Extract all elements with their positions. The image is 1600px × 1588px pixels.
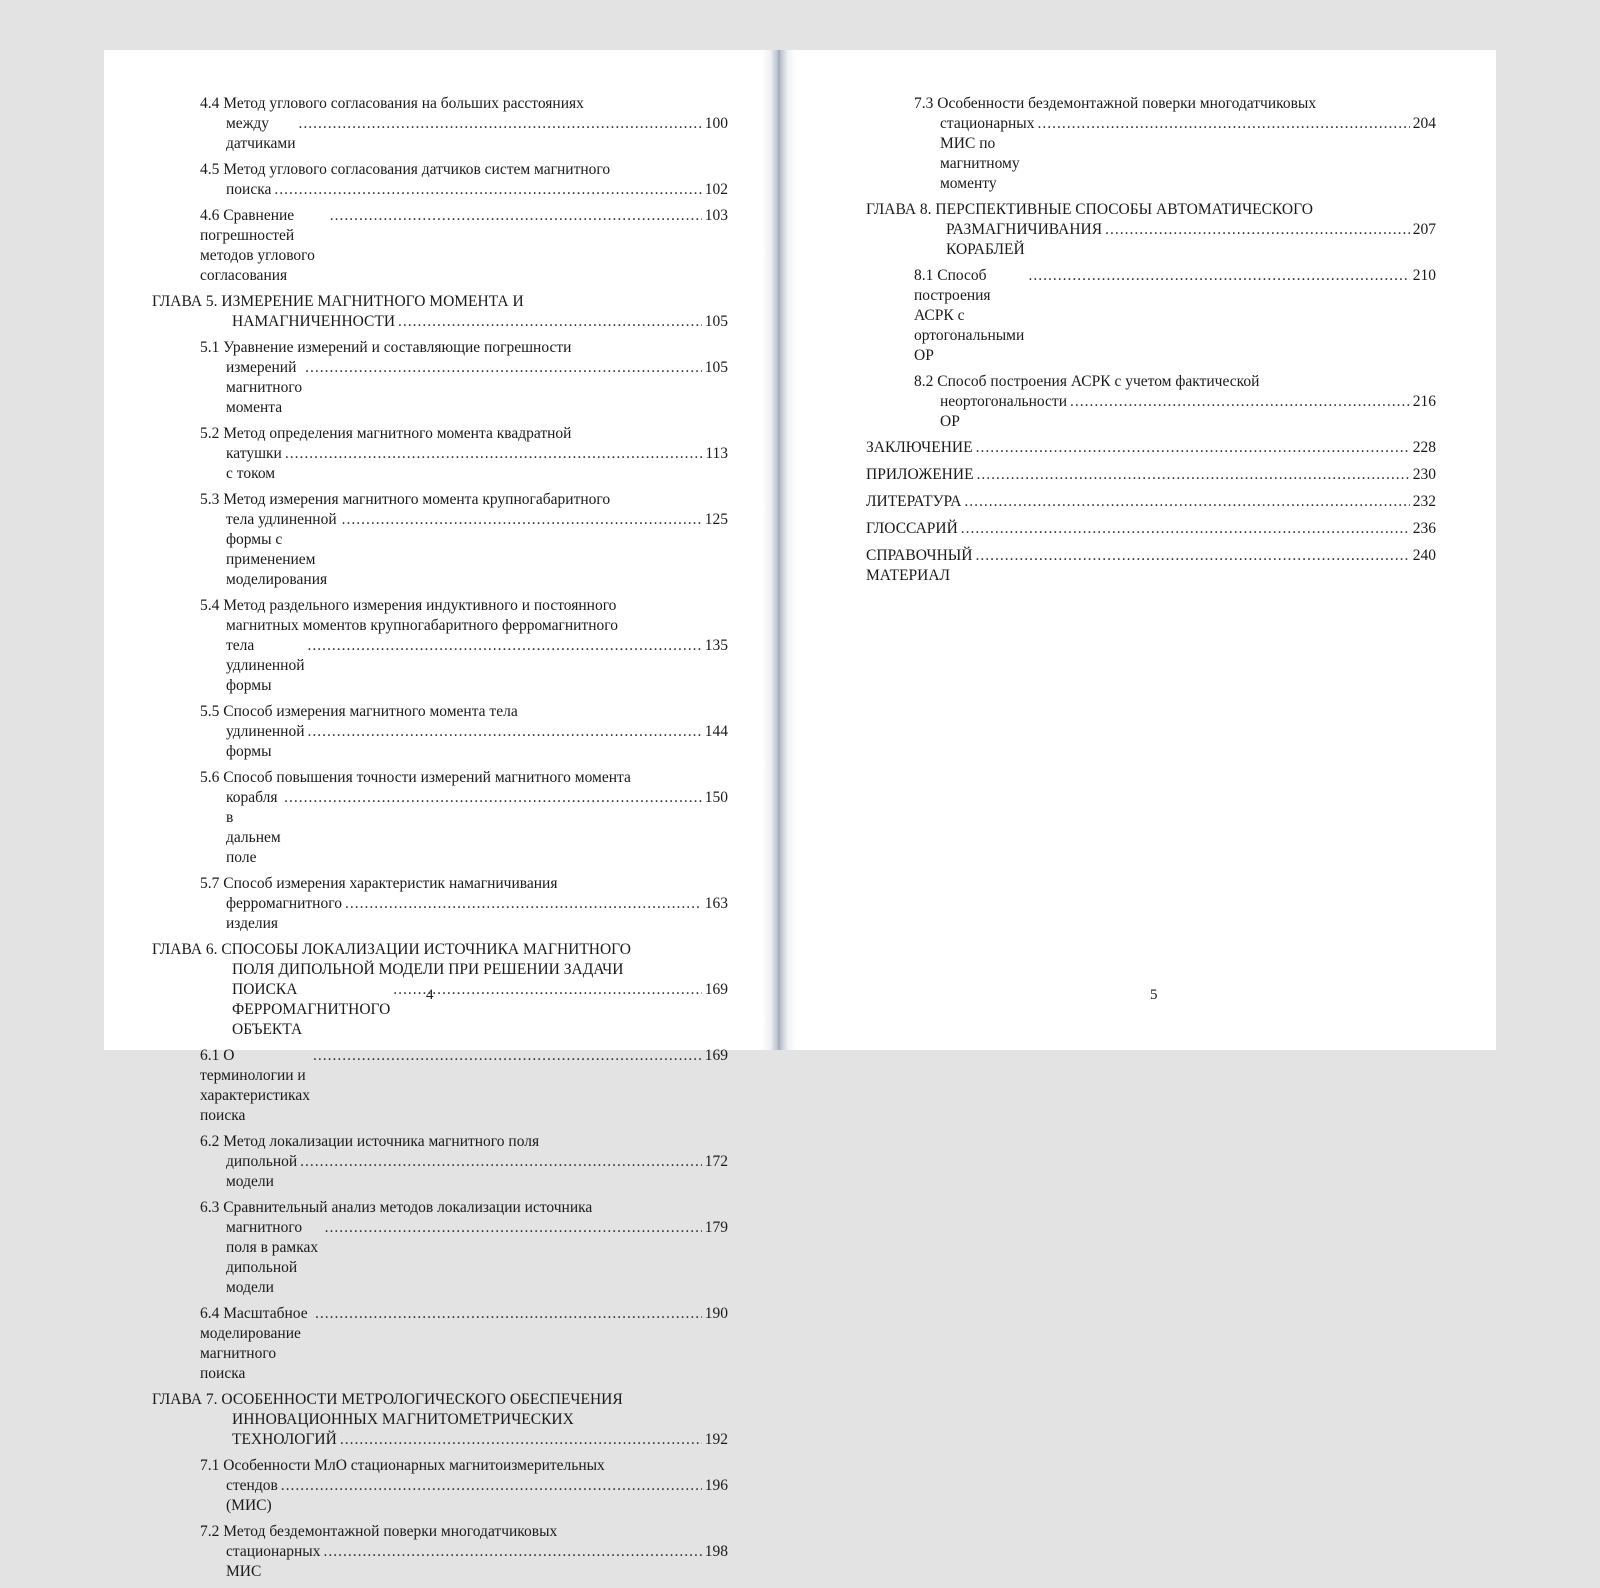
toc-page-number: 207 <box>1412 221 1436 238</box>
toc-entry-title-line: ТЕХНОЛОГИЙ <box>232 1431 337 1448</box>
dot-leader <box>274 180 701 200</box>
page-number-left: 4 <box>426 987 434 1003</box>
toc-entry-title-line: поиска <box>226 181 272 198</box>
toc-page-number: 100 <box>704 115 728 132</box>
toc-page-number: 105 <box>704 359 728 376</box>
dot-leader <box>285 444 702 464</box>
toc-page-number: 169 <box>704 1047 728 1064</box>
dot-leader <box>313 1046 702 1066</box>
toc-entry-title-line: 7.2 Метод бездемонтажной поверки многодатчиковых <box>200 1523 558 1540</box>
toc-page-number: 190 <box>704 1305 728 1322</box>
dot-leader <box>315 1304 702 1324</box>
toc-entry-title-line: 8.1 Способ построения АСРК с ортогональными ОР <box>914 267 1025 364</box>
toc-entry-section <box>152 1522 728 1582</box>
toc-entry-title-line: 5.2 Метод определения магнитного момента квадратной <box>200 425 572 442</box>
dot-leader <box>977 465 1410 485</box>
toc-page-number: 228 <box>1412 439 1436 456</box>
toc-entry-title-line: стационарных МИС по магнитному моменту <box>940 115 1035 192</box>
dot-leader <box>323 1542 701 1562</box>
toc-page-number: 179 <box>704 1219 728 1236</box>
right-page <box>798 50 1496 1050</box>
toc-entry-section <box>152 596 728 696</box>
toc-entry-title-line: 5.4 Метод раздельного измерения индуктивного и постоянного <box>200 597 617 614</box>
toc-entry-top <box>866 546 1436 586</box>
toc-page-number: 240 <box>1412 547 1436 564</box>
dot-leader <box>299 114 702 134</box>
dot-leader <box>1037 114 1409 134</box>
toc-entry-title-line: катушки с током <box>226 445 282 482</box>
toc-entry-top <box>866 438 1436 458</box>
toc-page-number: 144 <box>704 723 728 740</box>
dot-leader <box>976 546 1410 566</box>
dot-leader <box>345 894 702 914</box>
toc-page-number: 169 <box>704 981 728 998</box>
toc-entry-section <box>152 94 728 154</box>
dot-leader <box>393 980 701 1000</box>
dot-leader <box>342 510 702 530</box>
toc-entry-title-line: 5.6 Способ повышения точности измерений магнитного момента <box>200 769 631 786</box>
toc-entry-chapter <box>152 940 728 1040</box>
toc-entry-title-line: ПОЛЯ ДИПОЛЬНОЙ МОДЕЛИ ПРИ РЕШЕНИИ ЗАДАЧИ <box>232 961 624 978</box>
toc-entry-title-line: ЗАКЛЮЧЕНИЕ <box>866 439 973 456</box>
toc-entry-title-line: стендов (МИС) <box>226 1477 278 1514</box>
toc-page-number: 125 <box>704 511 728 528</box>
toc-entry-title-line: 6.2 Метод локализации источника магнитного поля <box>200 1133 540 1150</box>
toc-entry-section <box>152 490 728 590</box>
toc-page-number: 230 <box>1412 466 1436 483</box>
toc-page-number: 204 <box>1412 115 1436 132</box>
toc-page-number: 105 <box>704 313 728 330</box>
toc-entry-section <box>152 1304 728 1384</box>
toc-entry-section <box>152 1046 728 1126</box>
page-number-right: 5 <box>1150 987 1158 1003</box>
dot-leader <box>398 312 702 332</box>
table-of-contents-left <box>152 94 728 1588</box>
toc-entry-title-line: измерений магнитного момента <box>226 359 303 416</box>
book-gutter <box>762 50 796 1050</box>
toc-entry-section <box>152 338 728 418</box>
toc-entry-section <box>152 1456 728 1516</box>
dot-leader <box>330 206 702 226</box>
toc-entry-title-line: ГЛОССАРИЙ <box>866 520 958 537</box>
book-spread <box>104 50 1496 1580</box>
toc-entry-title-line: стационарных МИС <box>226 1543 321 1580</box>
toc-entry-section <box>152 702 728 762</box>
dot-leader <box>1070 392 1410 412</box>
toc-entry-title-line: тела удлиненной формы с применением моделирования <box>226 511 337 588</box>
toc-entry-section <box>152 424 728 484</box>
dot-leader <box>284 788 702 808</box>
toc-entry-title-line: 6.1 О терминологии и характеристиках поиска <box>200 1047 310 1124</box>
toc-entry-title-line: ферромагнитного изделия <box>226 895 342 932</box>
toc-entry-title-line: 5.1 Уравнение измерений и составляющие погрешности <box>200 339 572 356</box>
toc-entry-title-line: ГЛАВА 8. ПЕРСПЕКТИВНЫЕ СПОСОБЫ АВТОМАТИЧЕСКОГО <box>866 201 1313 218</box>
dot-leader <box>964 492 1409 512</box>
toc-page-number: 232 <box>1412 493 1436 510</box>
toc-entry-title-line: ПРИЛОЖЕНИЕ <box>866 466 974 483</box>
toc-entry-title-line: 6.3 Сравнительный анализ методов локализации источника <box>200 1199 593 1216</box>
dot-leader <box>976 438 1410 458</box>
toc-entry-title-line: между датчиками <box>226 115 296 152</box>
toc-entry-title-line: корабля в дальнем поле <box>226 789 281 866</box>
toc-page-number: 103 <box>704 207 728 224</box>
dot-leader <box>305 358 702 378</box>
toc-entry-title-line: 7.1 Особенности МлО стационарных магнитоизмерительных <box>200 1457 605 1474</box>
left-page <box>104 50 780 1580</box>
toc-entry-title-line: СПРАВОЧНЫЙ МАТЕРИАЛ <box>866 547 973 584</box>
toc-entry-title-line: тела удлиненной формы <box>226 637 305 694</box>
toc-entry-section <box>152 874 728 934</box>
toc-entry-section <box>152 768 728 868</box>
toc-entry-title-line: ИННОВАЦИОННЫХ МАГНИТОМЕТРИЧЕСКИХ <box>232 1411 574 1428</box>
toc-entry-title-line: ПОИСКА ФЕРРОМАГНИТНОГО ОБЪЕКТА <box>232 981 391 1038</box>
toc-page-number: 210 <box>1412 267 1436 284</box>
toc-entry-section <box>866 266 1436 366</box>
dot-leader <box>308 722 702 742</box>
dot-leader <box>325 1218 702 1238</box>
toc-entry-section <box>866 372 1436 432</box>
toc-entry-title-line: 4.5 Метод углового согласования датчиков систем магнитного <box>200 161 611 178</box>
toc-page-number: 113 <box>705 445 728 462</box>
toc-entry-title-line: 4.6 Сравнение погрешностей методов углового согласования <box>200 207 315 284</box>
toc-entry-title-line: ЛИТЕРАТУРА <box>866 493 962 510</box>
toc-entry-chapter <box>152 1390 728 1450</box>
dot-leader <box>340 1430 702 1450</box>
toc-page-number: 150 <box>704 789 728 806</box>
toc-entry-title-line: 4.4 Метод углового согласования на больших расстояниях <box>200 95 584 112</box>
toc-page-number: 198 <box>704 1543 728 1560</box>
toc-entry-top <box>866 465 1436 485</box>
toc-entry-section <box>152 160 728 200</box>
toc-entry-title-line: 6.4 Масштабное моделирование магнитного поиска <box>200 1305 308 1382</box>
toc-entry-title-line: 5.5 Способ измерения магнитного момента тела <box>200 703 518 720</box>
toc-entry-title-line: магнитных моментов крупногабаритного ферромагнитного <box>226 617 618 634</box>
toc-entry-title-line: 8.2 Способ построения АСРК с учетом фактической <box>914 373 1260 390</box>
dot-leader <box>1029 266 1410 286</box>
dot-leader <box>300 1152 702 1172</box>
toc-page-number: 236 <box>1412 520 1436 537</box>
dot-leader <box>308 636 702 656</box>
toc-entry-section <box>152 1132 728 1192</box>
toc-page-number: 102 <box>704 181 728 198</box>
toc-page-number: 163 <box>704 895 728 912</box>
toc-entry-title-line: НАМАГНИЧЕННОСТИ <box>232 313 396 330</box>
toc-entry-section <box>152 206 728 286</box>
toc-entry-title-line: магнитного поля в рамках дипольной модели <box>226 1219 319 1296</box>
toc-page-number: 192 <box>704 1431 728 1448</box>
toc-entry-title-line: ГЛАВА 6. СПОСОБЫ ЛОКАЛИЗАЦИИ ИСТОЧНИКА МАГНИТНОГО <box>152 941 631 958</box>
toc-page-number: 172 <box>704 1153 728 1170</box>
toc-entry-title-line: 5.7 Способ измерения характеристик намагничивания <box>200 875 558 892</box>
toc-entry-section <box>152 1198 728 1298</box>
toc-entry-title-line: удлиненной формы <box>226 723 305 760</box>
toc-page-number: 135 <box>704 637 728 654</box>
toc-page-number: 216 <box>1412 393 1436 410</box>
toc-entry-section <box>866 94 1436 194</box>
toc-entry-title-line: ГЛАВА 5. ИЗМЕРЕНИЕ МАГНИТНОГО МОМЕНТА И <box>152 293 524 310</box>
dot-leader <box>1105 220 1410 240</box>
toc-entry-top <box>866 519 1436 539</box>
toc-entry-chapter <box>866 200 1436 260</box>
toc-entry-chapter <box>152 292 728 332</box>
dot-leader <box>281 1476 702 1496</box>
toc-entry-top <box>866 492 1436 512</box>
toc-page-number: 196 <box>704 1477 728 1494</box>
toc-entry-title-line: неортогональности ОР <box>940 393 1068 430</box>
toc-entry-title-line: РАЗМАГНИЧИВАНИЯ КОРАБЛЕЙ <box>946 221 1103 258</box>
dot-leader <box>961 519 1410 539</box>
toc-entry-title-line: 5.3 Метод измерения магнитного момента крупногабаритного <box>200 491 611 508</box>
table-of-contents-right <box>866 94 1436 593</box>
toc-entry-title-line: ГЛАВА 7. ОСОБЕННОСТИ МЕТРОЛОГИЧЕСКОГО ОБЕСПЕЧЕНИЯ <box>152 1391 623 1408</box>
toc-entry-title-line: дипольной модели <box>226 1153 298 1190</box>
toc-entry-title-line: 7.3 Особенности бездемонтажной поверки многодатчиковых <box>914 95 1317 112</box>
